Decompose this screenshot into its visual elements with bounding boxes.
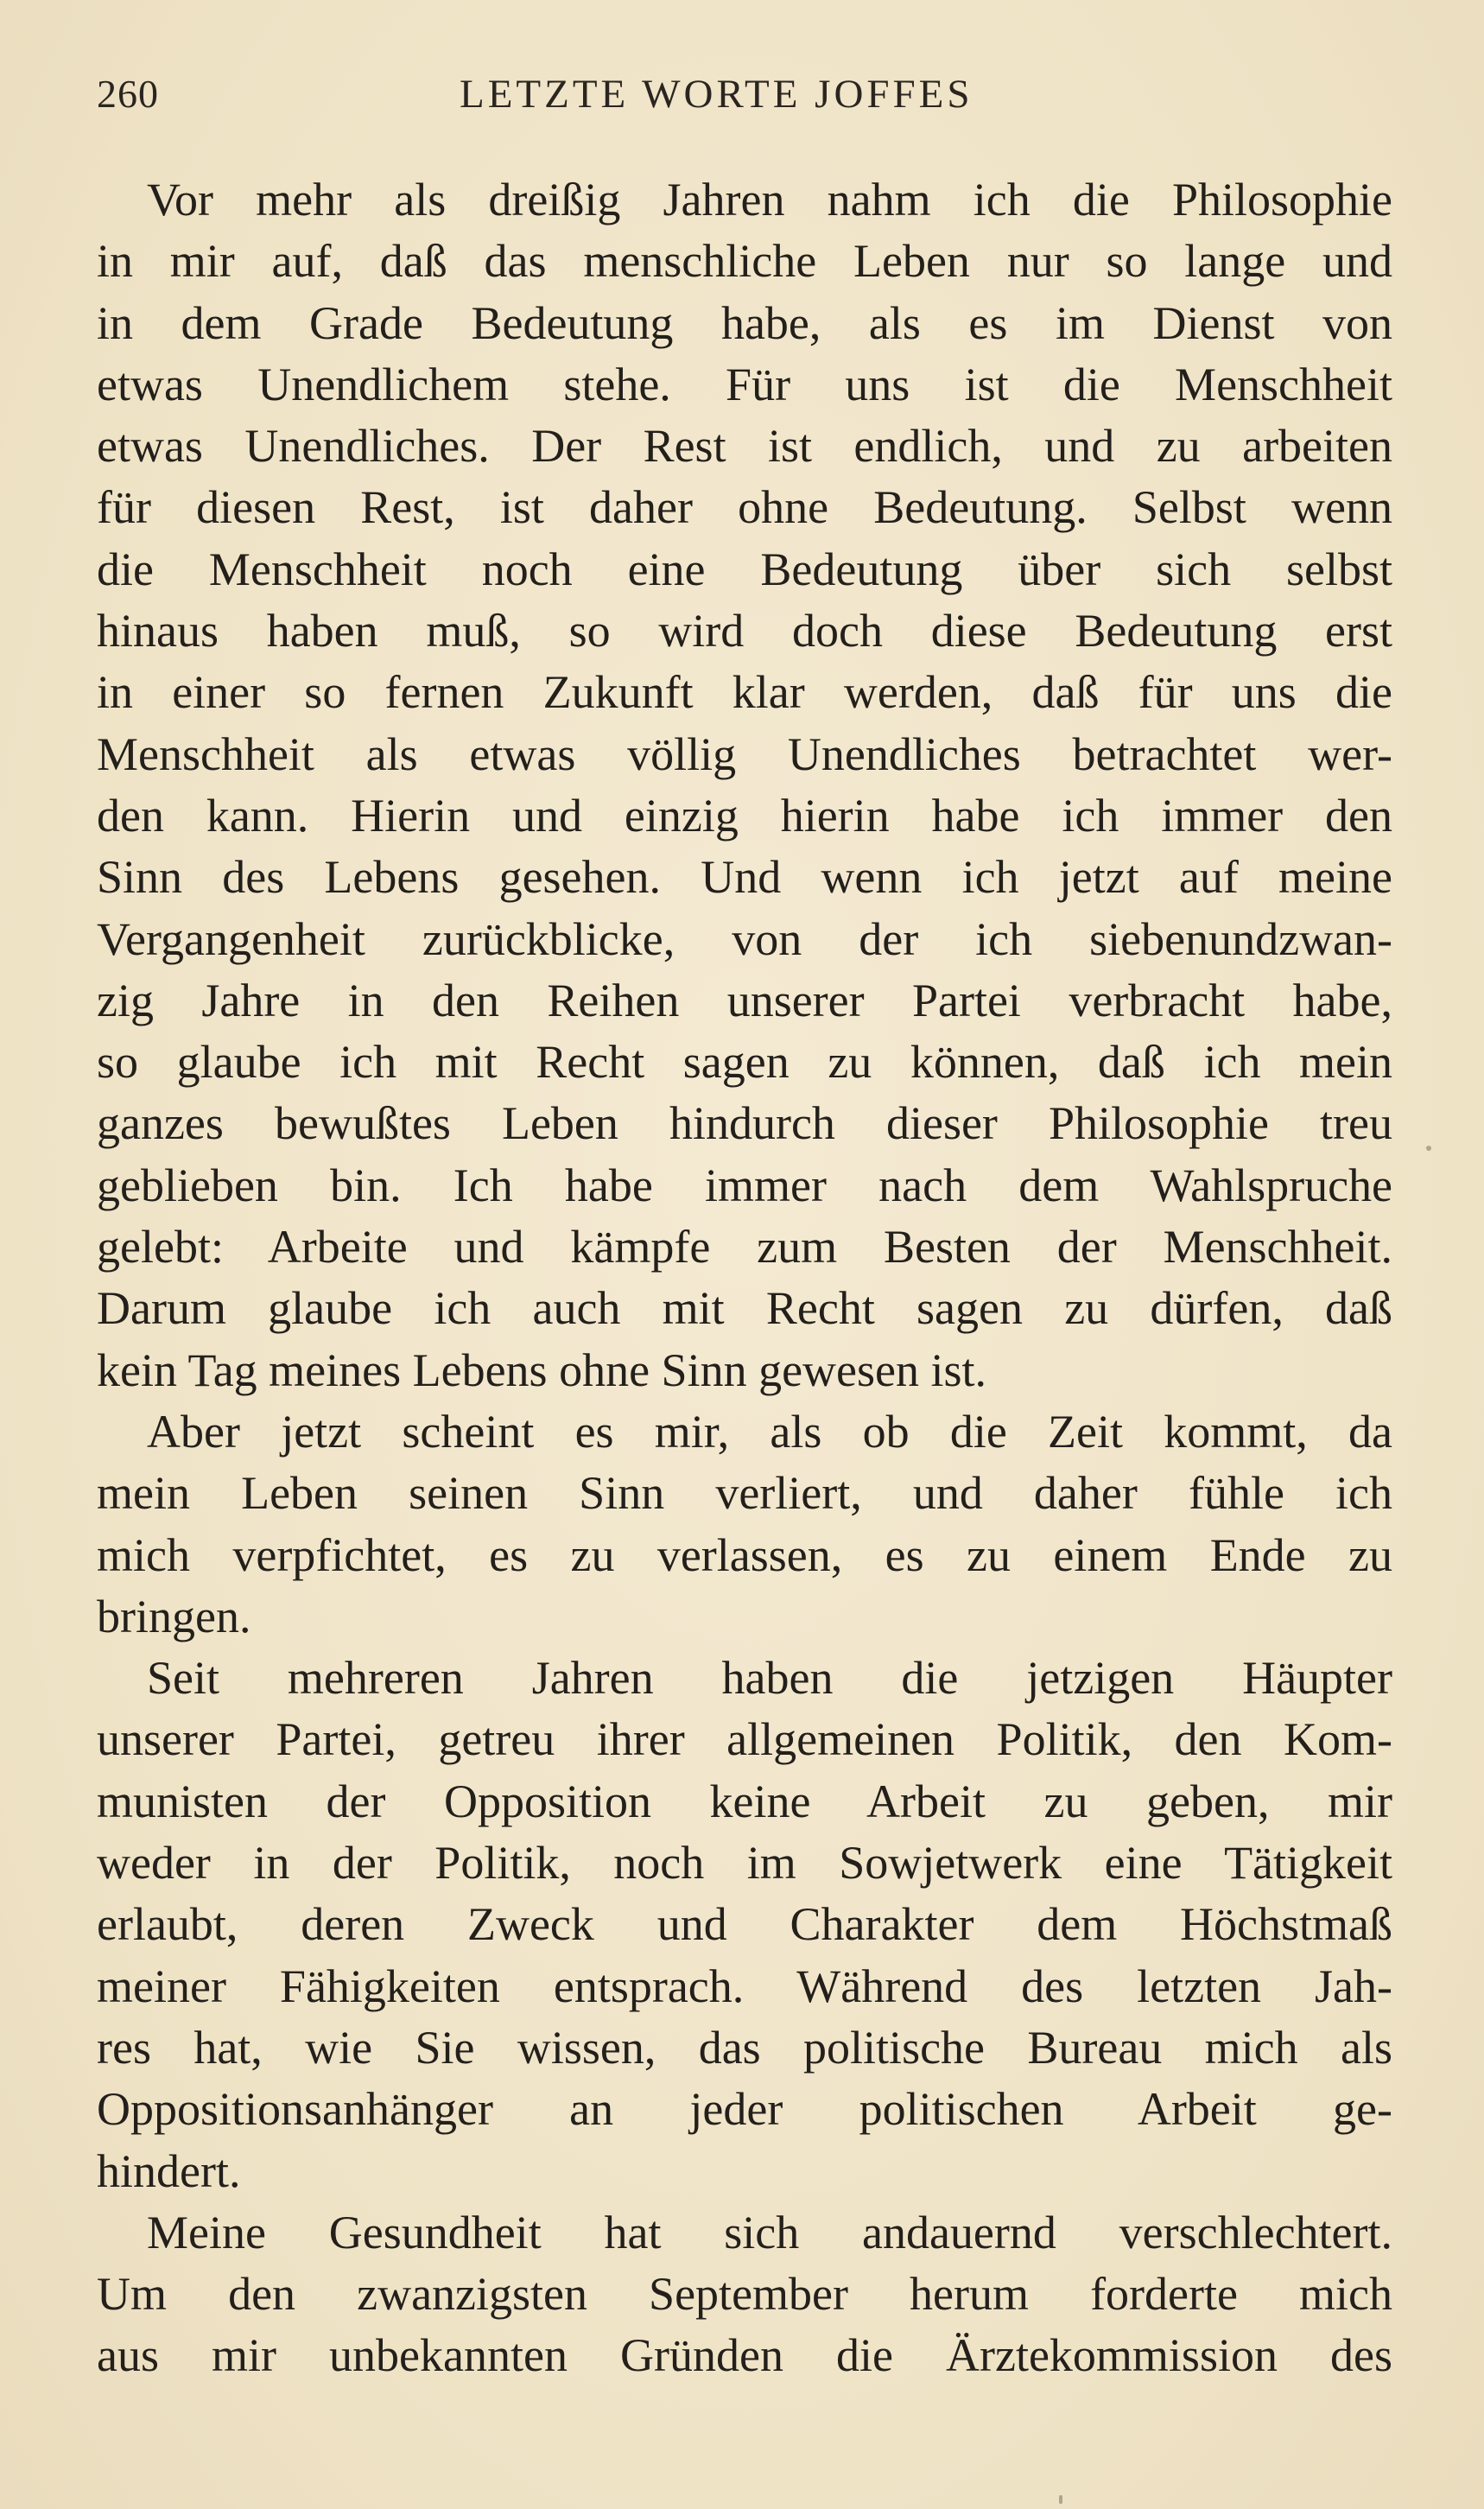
text-line: den kann. Hierin und einzig hierin habe ich immer den — [97, 789, 1392, 842]
text-line: Menschheit als etwas völlig Unendliches betrachtet wer- — [97, 727, 1392, 780]
text-line: die Menschheit noch eine Bedeutung über sich selbst — [97, 543, 1392, 595]
text-line: bringen. — [97, 1590, 251, 1642]
text-line: Sinn des Lebens gesehen. Und wenn ich jetzt auf meine — [97, 851, 1392, 904]
text-line: Vor mehr als dreißig Jahren nahm ich die Philosophie — [147, 174, 1392, 225]
text-line: mich verpfichtet, es zu verlassen, es zu einem Ende zu — [97, 1528, 1392, 1581]
text-line: in mir auf, daß das menschliche Leben nur so lange und — [97, 235, 1392, 288]
text-line: Darum glaube ich auch mit Recht sagen zu dürfen, daß — [97, 1282, 1392, 1335]
body-text — [97, 169, 1392, 2387]
text-line: unserer Partei, getreu ihrer allgemeinen Politik, den Kom- — [97, 1713, 1392, 1766]
text-line: Meine Gesundheit hat sich andauernd verschlechtert. — [147, 2206, 1392, 2258]
text-line: aus mir unbekannten Gründen die Ärztekommission des — [97, 2329, 1392, 2382]
text-line: mein Leben seinen Sinn verliert, und daher fühle ich — [97, 1467, 1392, 1520]
text-line: ganzes bewußtes Leben hindurch dieser Philosophie treu — [97, 1097, 1392, 1150]
paragraph-4 — [97, 2202, 1392, 2387]
paper-speck — [1426, 1146, 1431, 1151]
text-line: zig Jahre in den Reihen unserer Partei verbracht habe, — [97, 974, 1392, 1026]
text-line: für diesen Rest, ist daher ohne Bedeutung. Selbst wenn — [97, 481, 1392, 534]
text-line: geblieben bin. Ich habe immer nach dem Wahlspruche — [97, 1159, 1392, 1211]
running-head: LETZTE WORTE JOFFES — [460, 72, 973, 117]
text-line: gelebt: Arbeite und kämpfe zum Besten der Menschheit. — [97, 1221, 1392, 1274]
text-line: hinaus haben muß, so wird doch diese Bedeutung erst — [97, 605, 1392, 657]
text-line: weder in der Politik, noch im Sowjetwerk eine Tätigkeit — [97, 1837, 1392, 1890]
text-line: etwas Unendliches. Der Rest ist endlich, und zu arbeiten — [97, 420, 1392, 473]
text-line: so glaube ich mit Recht sagen zu können, daß ich mein — [97, 1036, 1392, 1089]
text-line: Um den zwanzigsten September herum forderte mich — [97, 2268, 1392, 2321]
text-line: in einer so fernen Zukunft klar werden, daß für uns die — [97, 666, 1392, 719]
text-line: Aber jetzt scheint es mir, als ob die Zeit kommt, da — [147, 1405, 1392, 1458]
page-number: 260 — [97, 72, 159, 116]
paper-speck — [1059, 2495, 1062, 2504]
paragraph-1 — [97, 169, 1392, 1401]
text-line: Oppositionsanhänger an jeder politischen Arbeit ge- — [97, 2083, 1392, 2136]
text-line: Seit mehreren Jahren haben die jetzigen Häupter — [147, 1652, 1392, 1705]
paragraph-2 — [97, 1401, 1392, 1648]
text-line: in dem Grade Bedeutung habe, als es im Dienst von — [97, 296, 1392, 349]
page-header — [97, 71, 1392, 123]
text-line: res hat, wie Sie wissen, das politische Bureau mich als — [97, 2021, 1392, 2074]
text-line: etwas Unendlichem stehe. Für uns ist die Menschheit — [97, 358, 1392, 410]
paragraph-3 — [97, 1648, 1392, 2202]
text-line: Vergangenheit zurückblicke, von der ich siebenundzwan- — [97, 912, 1392, 965]
text-line: hindert. — [97, 2144, 241, 2197]
text-line: meiner Fähigkeiten entsprach. Während des letzten Jah- — [97, 1960, 1392, 2012]
text-line: kein Tag meines Lebens ohne Sinn gewesen ist. — [97, 1343, 987, 1396]
text-line: erlaubt, deren Zweck und Charakter dem Höchstmaß — [97, 1898, 1392, 1951]
text-line: munisten der Opposition keine Arbeit zu geben, mir — [97, 1775, 1392, 1827]
